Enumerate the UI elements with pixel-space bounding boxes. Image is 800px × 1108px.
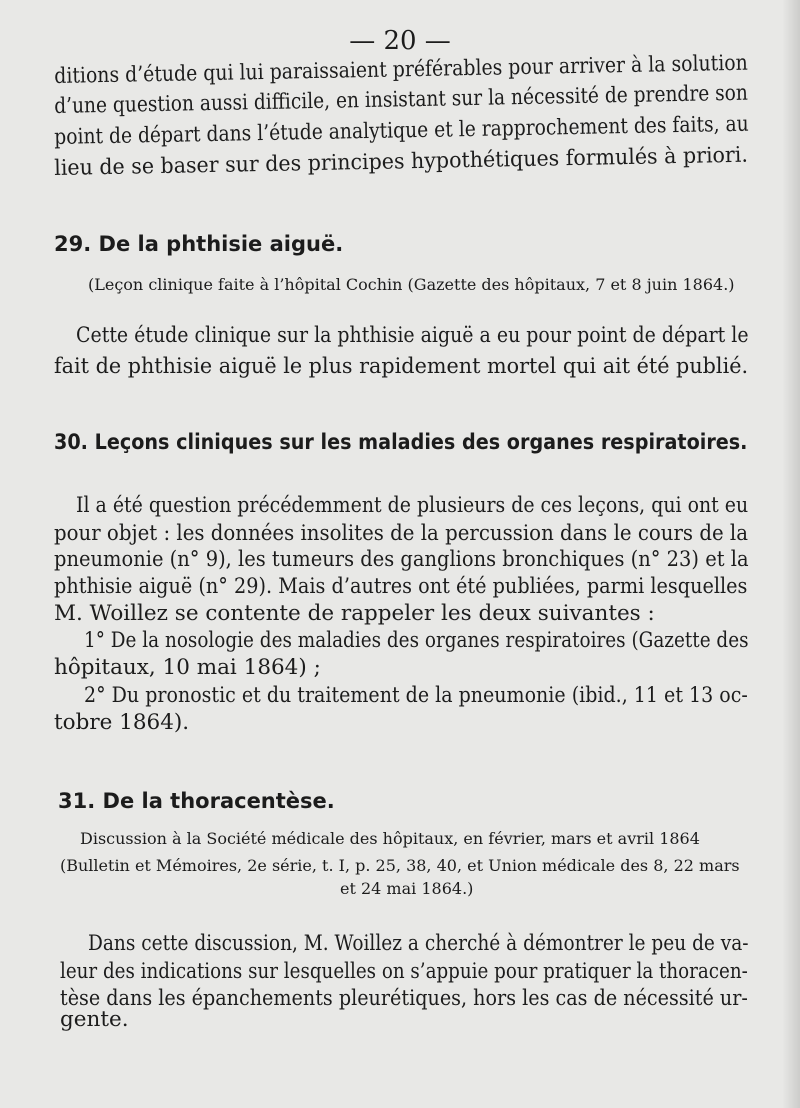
section-30-line-9: tobre 1864). bbox=[54, 710, 190, 735]
section-31-heading: 31. De la thoracentèse. bbox=[58, 789, 335, 813]
section-30-line-1: Il a été question précédemment de plusieurs de ces leçons, qui ont eu bbox=[76, 493, 749, 518]
section-30-line-2: pour objet : les données insolites de la percussion dans le cours de la bbox=[54, 521, 748, 546]
section-30-line-5: M. Woillez se contente de rappeler les deux suivantes : bbox=[54, 601, 655, 626]
section-31-line-2: leur des indications sur lesquelles on s’appuie pour pratiquer la thoracen- bbox=[60, 959, 748, 984]
section-31-source-line-2: (Bulletin et Mémoires, 2e série, t. I, p. 25, 38, 40, et Union médicale des 8, 22 mars bbox=[60, 856, 740, 875]
section-30-line-4: phthisie aiguë (n° 29). Mais d’autres ont été publiées, parmi lesquelles bbox=[54, 574, 748, 599]
page-edge-shadow bbox=[782, 0, 800, 1108]
intro-line-1: ditions d’étude qui lui paraissaient préférables pour arriver à la solution bbox=[54, 50, 749, 89]
section-31-line-4: gente. bbox=[60, 1007, 129, 1032]
section-31-line-1: Dans cette discussion, M. Woillez a cherché à démontrer le peu de va- bbox=[88, 931, 749, 956]
section-31-line-3: tèse dans les épanchements pleurétiques, hors les cas de nécessité ur- bbox=[60, 986, 748, 1011]
intro-line-3: point de départ dans l’étude analytique et le rapprochement des faits, au bbox=[54, 111, 749, 150]
section-30-line-3: pneumonie (n° 9), les tumeurs des ganglions bronchiques (n° 23) et la bbox=[54, 547, 749, 572]
page-number: — 20 — bbox=[349, 26, 451, 56]
section-30-line-6: 1° De la nosologie des maladies des organes respiratoires (Gazette des bbox=[84, 628, 749, 653]
section-29-source: (Leçon clinique faite à l’hôpital Cochin (Gazette des hôpitaux, 7 et 8 juin 1864.) bbox=[88, 275, 735, 294]
section-31-source-line-3: et 24 mai 1864.) bbox=[340, 879, 474, 898]
intro-line-2: d’une question aussi difficile, en insistant sur la nécessité de prendre son bbox=[54, 80, 749, 119]
section-30-heading: 30. Leçons cliniques sur les maladies des organes respiratoires. bbox=[54, 430, 748, 454]
section-30-line-7: hôpitaux, 10 mai 1864) ; bbox=[54, 655, 321, 680]
intro-line-4: lieu de se baser sur des principes hypothétiques formulés à priori. bbox=[54, 142, 749, 181]
section-30-line-8: 2° Du pronostic et du traitement de la pneumonie (ibid., 11 et 13 oc- bbox=[84, 683, 748, 708]
section-29-heading: 29. De la phthisie aiguë. bbox=[54, 232, 344, 256]
section-31-source-line-1: Discussion à la Société médicale des hôpitaux, en février, mars et avril 1864 bbox=[80, 829, 700, 848]
section-29-line-2: fait de phthisie aiguë le plus rapidement mortel qui ait été publié. bbox=[54, 354, 749, 379]
section-29-line-1: Cette étude clinique sur la phthisie aiguë a eu pour point de départ le bbox=[76, 323, 749, 348]
